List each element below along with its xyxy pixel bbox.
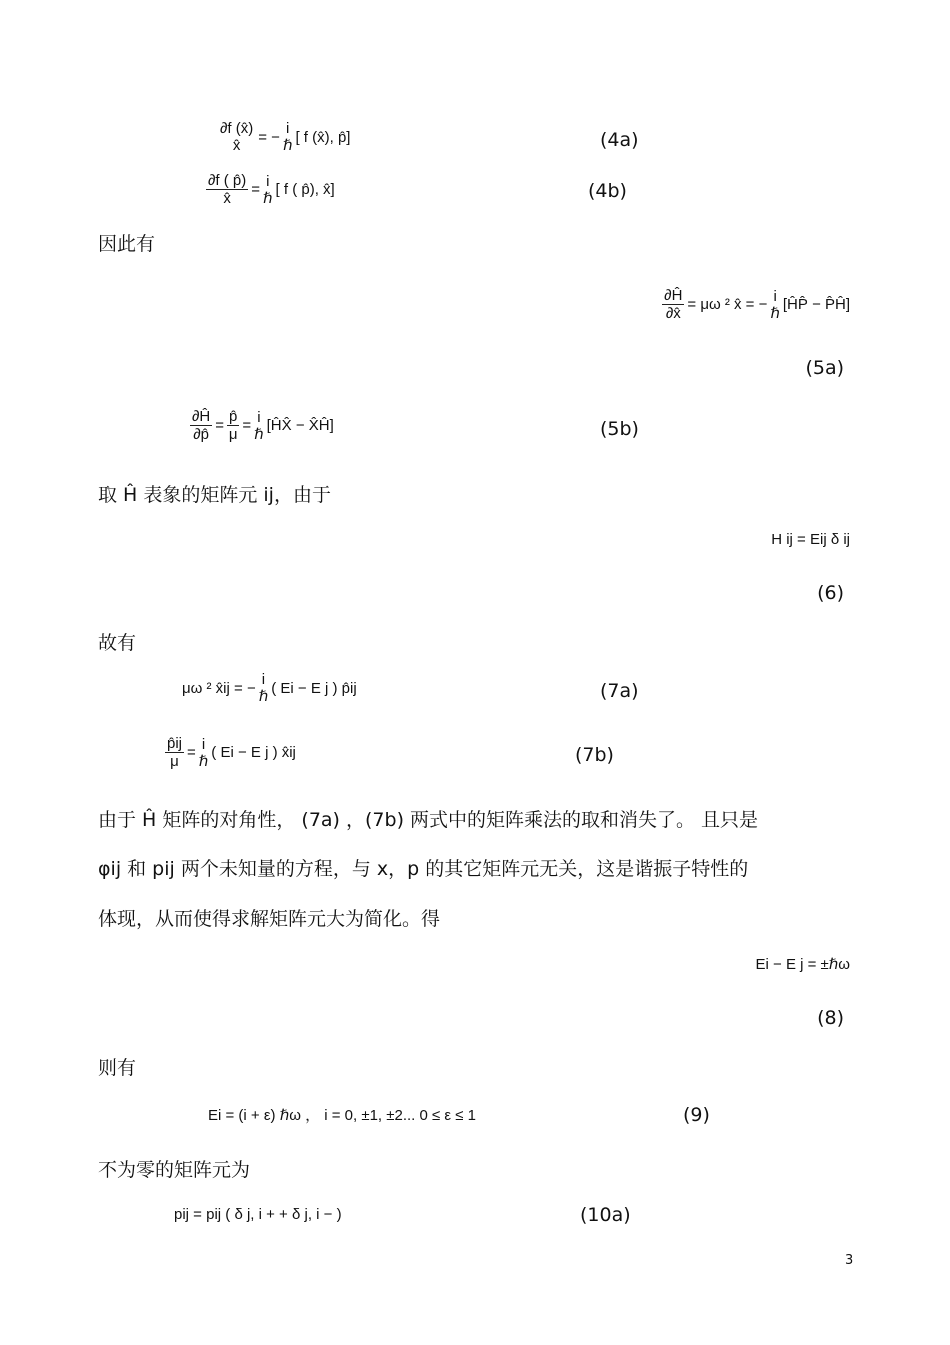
equation-5b: $\frac{\partial Ĥ}{\partial p̂}$ = $\frac{p̂}{\mu}$ = i ℏ [ĤX̂ − X̂Ĥ] <box>192 408 334 443</box>
equation-7b: $\frac{p̂ij}{\mu}$ = i ℏ ( Ei − E j ) x̂ij <box>167 735 296 770</box>
eq5b-fraction: $\frac{\partial Ĥ}{\partial p̂}$ <box>192 408 211 443</box>
equation-4b: $\frac{\partial f ( p̂)}{x̂}$ = i ℏ [ f ( p̂), x̂] <box>208 172 335 207</box>
equation-8: Ei − E j = ±ℏω <box>755 956 850 973</box>
eq7b-coef: i ℏ <box>198 735 209 770</box>
equation-number-10a: (10a) <box>580 1204 631 1226</box>
text-buweiling: 不为零的矩阵元为 <box>98 1159 251 1181</box>
eq4a-coef: i ℏ <box>282 120 293 154</box>
equation-4a: ∂f (x̂) x̂ = − i ℏ [ f (x̂), p̂] <box>220 120 351 154</box>
text-yinci: 因此有 <box>98 233 156 255</box>
equation-6: H ij = Eij δ ij <box>771 531 850 548</box>
paragraph-line-1: 由于 Ĥ 矩阵的对角性， (7a) ，(7b) 两式中的矩阵乘法的取和消失了。 且只是 <box>98 809 759 831</box>
eq4b-coef: i ℏ <box>263 172 273 207</box>
equation-number-8: (8) <box>817 1007 844 1029</box>
equation-number-5a: (5a) <box>805 357 844 379</box>
equation-number-7a: (7a) <box>600 680 639 702</box>
eq7b-fraction: $\frac{p̂ij}{\mu}$ <box>167 735 183 770</box>
eq5b-coef: i ℏ <box>254 408 264 443</box>
equation-number-7b: (7b) <box>575 744 614 766</box>
eq4a-fraction: ∂f (x̂) x̂ <box>220 120 254 154</box>
eq5a-coef: i ℏ <box>770 287 780 322</box>
equation-number-9: (9) <box>683 1104 710 1126</box>
eq7a-coef: i ℏ <box>258 671 269 705</box>
equation-10a: pij = pij ( δ j, i + + δ j, i − ) <box>174 1206 342 1223</box>
eq5b-fraction-2: $\frac{p̂}{\mu}$ <box>228 408 238 443</box>
equation-9: Ei = (i + ε) ℏω ， i = 0, ±1, ±2... 0 ≤ ε ≤ 1 <box>208 1107 477 1124</box>
page-number: 3 <box>845 1253 854 1268</box>
equation-number-4a: (4a) <box>600 129 639 151</box>
equation-number-6: (6) <box>817 582 844 604</box>
paragraph-line-2: φij 和 pij 两个未知量的方程，与 x，p 的其它矩阵元无关，这是谐振子特性的 <box>98 858 749 880</box>
eq4b-fraction: $\frac{\partial f ( p̂)}{x̂}$ <box>208 172 247 207</box>
text-zeyou: 则有 <box>98 1057 137 1079</box>
equation-5a: $\frac{\partial Ĥ}{\partial x̂}$ = μω ² x̂ = − i ℏ [ĤP̂ − P̂Ĥ] <box>664 287 850 322</box>
equation-number-5b: (5b) <box>600 418 639 440</box>
text-qu: 取 Ĥ 表象的矩阵元 ij，由于 <box>98 484 331 506</box>
paragraph-line-3: 体现，从而使得求解矩阵元大为简化。得 <box>98 908 441 930</box>
equation-7a: μω ² x̂ij = − i ℏ ( Ei − E j ) p̂ij <box>182 671 357 705</box>
eq5a-fraction: $\frac{\partial Ĥ}{\partial x̂}$ <box>664 287 683 322</box>
text-guyou: 故有 <box>98 632 137 654</box>
equation-number-4b: (4b) <box>588 180 627 202</box>
